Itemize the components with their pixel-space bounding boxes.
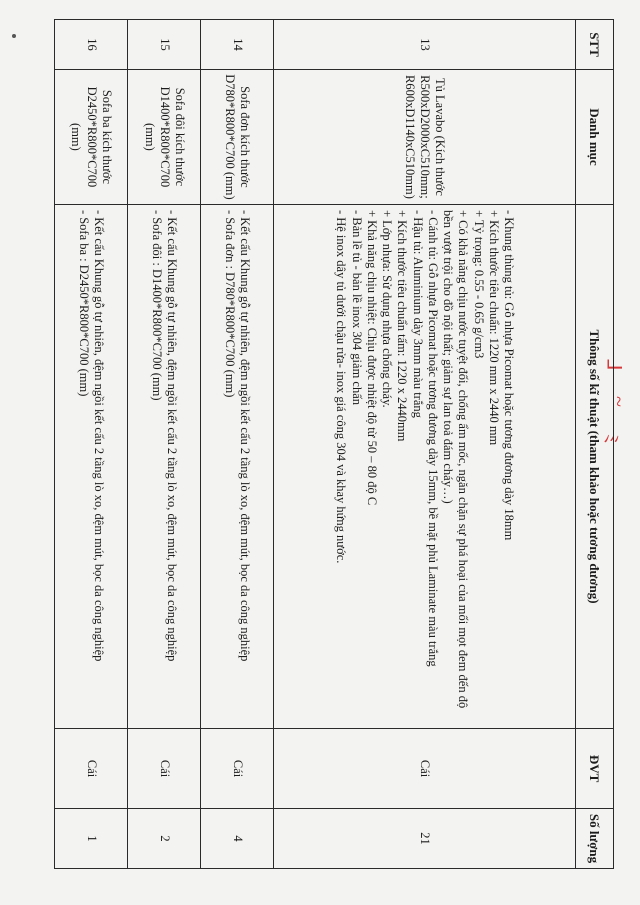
row-category: Sofa ba kích thước D2450*R800*C700 (mm)	[55, 69, 128, 204]
row-unit: Cái	[201, 729, 274, 809]
spec-line: + Khả năng chịu nhiệt: Chịu được nhiệt độ từ 50 – 80 độ C	[364, 209, 379, 506]
spec-line: + Kích thước tiêu chuẩn tấm: 1220 x 2440mm	[395, 209, 410, 442]
row-category: Sofa đơn kích thước D780*R800*C700 (mm)	[201, 69, 274, 204]
row-spec	[128, 204, 201, 728]
table-body	[55, 20, 576, 869]
row-stt: 13	[274, 20, 576, 70]
row-qty: 2	[128, 809, 201, 869]
spec-line: - Kết cấu Khung gỗ tự nhiên, đệm ngồi kết cấu 2 tầng lò xo, đệm mút, bọc da công nghiệp	[92, 209, 107, 662]
spec-line: - Sofa đôi : D1400*R800*C700 (mm)	[150, 209, 165, 401]
red-stamp-mark: ᒧ ~ ﾐ	[599, 358, 629, 444]
row-qty: 21	[274, 809, 576, 869]
spec-line: - Cánh tủ: Gỗ nhựa Picomat hoặc tương đương dày 15mm, bề mặt phủ Laminate màu trắng	[425, 209, 440, 667]
header-qty: Số lượng	[576, 809, 614, 869]
table-header-row	[576, 20, 614, 869]
table-row	[274, 20, 576, 869]
row-unit: Cái	[128, 729, 201, 809]
spec-line: + Kích thước tiêu chuẩn: 1220 mm x 2440 mm	[486, 209, 501, 446]
header-spec: Thông số kĩ thuật (tham khảo hoặc tương đương)	[576, 204, 614, 728]
table-row	[55, 20, 128, 869]
spec-line: - Bản lề tủ - bản lề inox 304 giảm chấn	[349, 209, 364, 406]
row-stt: 14	[201, 20, 274, 70]
spec-line: - Hậu tủ: Aluminium dày 3mm màu trắng	[410, 209, 425, 418]
spec-line: - Kết cấu Khung gỗ tự nhiên, đệm ngồi kết cấu 2 tầng lò xo, đệm mút, bọc da công nghiệp	[165, 209, 180, 662]
spec-line: + Lớp nhựa: Sử dụng nhựa chống cháy.	[380, 209, 395, 408]
row-qty: 1	[55, 809, 128, 869]
header-stt: STT	[576, 20, 614, 70]
row-unit: Cái	[274, 729, 576, 809]
table-row	[128, 20, 201, 869]
row-spec	[201, 204, 274, 728]
row-spec	[274, 204, 576, 728]
spec-line: + Có khả năng chịu nước tuyệt đối, chống ẩm mốc, ngăn chặn sự phá hoại của mối mọt đem đến độ bền vượt trội cho đồ nội thất; giảm sự lan toả đám cháy…)	[441, 209, 471, 709]
row-spec	[55, 204, 128, 728]
spec-line: - Hệ inox dây tủ dưới chậu rửa- inox giá công 304 và khay hứng nước.	[334, 209, 349, 564]
spec-table	[54, 19, 614, 869]
row-stt: 15	[128, 20, 201, 70]
spec-line: + Tỷ trọng: 0.55 - 0.65 g/cm3	[471, 209, 486, 359]
spec-line: - Kết cấu Khung gỗ tự nhiên, đệm ngồi kết cấu 2 tầng lò xo, đệm mút, bọc da công nghiệp	[238, 209, 253, 662]
header-unit: ĐVT	[576, 729, 614, 809]
row-unit: Cái	[55, 729, 128, 809]
rotated-spec-table-container	[54, 19, 614, 869]
spec-line: - Sofa ba : D2450*R800*C700 (mm)	[77, 209, 92, 397]
page-dot-mark	[12, 34, 16, 38]
table-row	[201, 20, 274, 869]
spec-line: - Khung thùng tủ: Gỗ nhựa Picomat hoặc tương đương dày 18mm	[502, 209, 517, 541]
row-qty: 4	[201, 809, 274, 869]
spec-line: - Sofa đơn : D780*R800*C700 (mm)	[223, 209, 238, 398]
row-category: Sofa đôi kích thước D1400*R800*C700 (mm)	[128, 69, 201, 204]
row-category: Tủ Lavabo (Kích thước R500xD2000xC510mm; R600xD1140xC510mm)	[274, 69, 576, 204]
row-stt: 16	[55, 20, 128, 70]
header-category: Danh mục	[576, 69, 614, 204]
